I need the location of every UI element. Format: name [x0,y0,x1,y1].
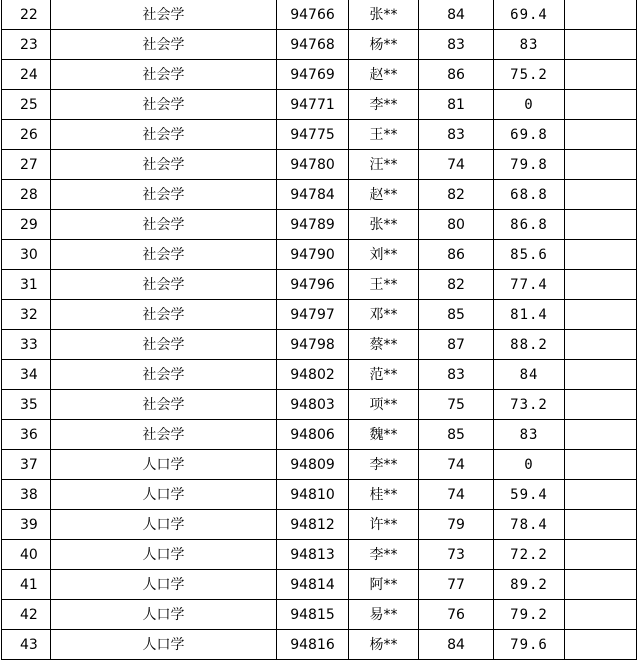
candidate-name-cell: 范** [349,360,419,390]
row-number-cell: 30 [2,240,51,270]
row-number-cell: 41 [2,570,51,600]
major-cell: 社会学 [51,270,277,300]
candidate-name-cell: 王** [349,120,419,150]
score-table [1,0,637,660]
candidate-name-cell: 王** [349,270,419,300]
table-row [2,390,637,420]
major-cell: 人口学 [51,570,277,600]
second-score-cell: 0 [494,450,565,480]
row-number-cell: 25 [2,90,51,120]
score-cell: 84 [419,0,494,30]
second-score-cell: 84 [494,360,565,390]
second-score-cell: 77.4 [494,270,565,300]
score-cell: 79 [419,510,494,540]
score-cell: 83 [419,120,494,150]
second-score-cell: 89.2 [494,570,565,600]
major-cell: 社会学 [51,0,277,30]
row-number-cell: 42 [2,600,51,630]
blank-cell [565,630,637,660]
blank-cell [565,30,637,60]
blank-cell [565,60,637,90]
second-score-cell: 83 [494,30,565,60]
table-row [2,150,637,180]
candidate-name-cell: 桂** [349,480,419,510]
major-cell: 社会学 [51,90,277,120]
candidate-id-cell: 94815 [277,600,349,630]
major-cell: 社会学 [51,150,277,180]
row-number-cell: 31 [2,270,51,300]
second-score-cell: 83 [494,420,565,450]
table-row [2,510,637,540]
blank-cell [565,120,637,150]
candidate-id-cell: 94790 [277,240,349,270]
second-score-cell: 72.2 [494,540,565,570]
second-score-cell: 69.4 [494,0,565,30]
table-row [2,570,637,600]
major-cell: 人口学 [51,450,277,480]
score-cell: 80 [419,210,494,240]
blank-cell [565,390,637,420]
row-number-cell: 39 [2,510,51,540]
candidate-name-cell: 阿** [349,570,419,600]
table-row [2,210,637,240]
second-score-cell: 68.8 [494,180,565,210]
blank-cell [565,450,637,480]
major-cell: 社会学 [51,360,277,390]
major-cell: 社会学 [51,210,277,240]
candidate-id-cell: 94810 [277,480,349,510]
major-cell: 社会学 [51,330,277,360]
row-number-cell: 35 [2,390,51,420]
second-score-cell: 88.2 [494,330,565,360]
blank-cell [565,570,637,600]
candidate-name-cell: 邓** [349,300,419,330]
score-cell: 83 [419,360,494,390]
second-score-cell: 78.4 [494,510,565,540]
row-number-cell: 32 [2,300,51,330]
score-cell: 77 [419,570,494,600]
candidate-name-cell: 李** [349,450,419,480]
candidate-name-cell: 杨** [349,30,419,60]
score-cell: 84 [419,630,494,660]
major-cell: 社会学 [51,180,277,210]
table-row [2,540,637,570]
row-number-cell: 37 [2,450,51,480]
major-cell: 人口学 [51,600,277,630]
table-row [2,240,637,270]
candidate-id-cell: 94802 [277,360,349,390]
candidate-name-cell: 魏** [349,420,419,450]
table-row [2,0,637,30]
candidate-name-cell: 张** [349,0,419,30]
score-cell: 73 [419,540,494,570]
candidate-name-cell: 赵** [349,60,419,90]
second-score-cell: 85.6 [494,240,565,270]
blank-cell [565,420,637,450]
score-cell: 74 [419,480,494,510]
second-score-cell: 75.2 [494,60,565,90]
score-table-body [2,0,637,660]
table-row [2,120,637,150]
candidate-id-cell: 94766 [277,0,349,30]
blank-cell [565,480,637,510]
candidate-name-cell: 杨** [349,630,419,660]
second-score-cell: 69.8 [494,120,565,150]
table-row [2,480,637,510]
score-cell: 85 [419,300,494,330]
major-cell: 社会学 [51,390,277,420]
major-cell: 人口学 [51,480,277,510]
table-row [2,630,637,660]
candidate-id-cell: 94797 [277,300,349,330]
candidate-id-cell: 94768 [277,30,349,60]
score-cell: 86 [419,240,494,270]
score-cell: 85 [419,420,494,450]
candidate-id-cell: 94796 [277,270,349,300]
candidate-name-cell: 许** [349,510,419,540]
second-score-cell: 73.2 [494,390,565,420]
score-cell: 81 [419,90,494,120]
score-cell: 82 [419,180,494,210]
candidate-id-cell: 94806 [277,420,349,450]
row-number-cell: 33 [2,330,51,360]
second-score-cell: 79.6 [494,630,565,660]
table-row [2,90,637,120]
row-number-cell: 22 [2,0,51,30]
blank-cell [565,510,637,540]
table-row [2,180,637,210]
score-cell: 75 [419,390,494,420]
table-row [2,600,637,630]
blank-cell [565,360,637,390]
candidate-id-cell: 94769 [277,60,349,90]
blank-cell [565,150,637,180]
score-cell: 83 [419,30,494,60]
blank-cell [565,270,637,300]
row-number-cell: 24 [2,60,51,90]
candidate-id-cell: 94814 [277,570,349,600]
table-row [2,300,637,330]
row-number-cell: 29 [2,210,51,240]
row-number-cell: 27 [2,150,51,180]
table-row [2,330,637,360]
score-cell: 74 [419,150,494,180]
table-row [2,420,637,450]
row-number-cell: 38 [2,480,51,510]
row-number-cell: 36 [2,420,51,450]
major-cell: 社会学 [51,420,277,450]
blank-cell [565,330,637,360]
candidate-id-cell: 94803 [277,390,349,420]
major-cell: 社会学 [51,30,277,60]
candidate-name-cell: 刘** [349,240,419,270]
table-row [2,360,637,390]
candidate-name-cell: 易** [349,600,419,630]
candidate-id-cell: 94813 [277,540,349,570]
blank-cell [565,180,637,210]
candidate-name-cell: 汪** [349,150,419,180]
candidate-name-cell: 李** [349,90,419,120]
candidate-id-cell: 94816 [277,630,349,660]
second-score-cell: 79.2 [494,600,565,630]
major-cell: 社会学 [51,300,277,330]
candidate-id-cell: 94771 [277,90,349,120]
major-cell: 社会学 [51,60,277,90]
major-cell: 社会学 [51,240,277,270]
candidate-name-cell: 赵** [349,180,419,210]
row-number-cell: 34 [2,360,51,390]
second-score-cell: 0 [494,90,565,120]
candidate-id-cell: 94798 [277,330,349,360]
row-number-cell: 26 [2,120,51,150]
blank-cell [565,540,637,570]
second-score-cell: 86.8 [494,210,565,240]
major-cell: 人口学 [51,540,277,570]
major-cell: 社会学 [51,120,277,150]
score-cell: 74 [419,450,494,480]
score-cell: 87 [419,330,494,360]
candidate-name-cell: 蔡** [349,330,419,360]
blank-cell [565,0,637,30]
candidate-id-cell: 94809 [277,450,349,480]
candidate-name-cell: 项** [349,390,419,420]
candidate-id-cell: 94789 [277,210,349,240]
score-cell: 76 [419,600,494,630]
candidate-id-cell: 94775 [277,120,349,150]
table-row [2,450,637,480]
score-cell: 86 [419,60,494,90]
row-number-cell: 43 [2,630,51,660]
row-number-cell: 28 [2,180,51,210]
blank-cell [565,300,637,330]
major-cell: 人口学 [51,630,277,660]
candidate-id-cell: 94812 [277,510,349,540]
row-number-cell: 23 [2,30,51,60]
blank-cell [565,90,637,120]
table-row [2,270,637,300]
row-number-cell: 40 [2,540,51,570]
candidate-id-cell: 94780 [277,150,349,180]
candidate-name-cell: 张** [349,210,419,240]
major-cell: 人口学 [51,510,277,540]
score-cell: 82 [419,270,494,300]
candidate-name-cell: 李** [349,540,419,570]
second-score-cell: 79.8 [494,150,565,180]
second-score-cell: 59.4 [494,480,565,510]
blank-cell [565,210,637,240]
blank-cell [565,240,637,270]
table-row [2,30,637,60]
blank-cell [565,600,637,630]
table-row [2,60,637,90]
candidate-id-cell: 94784 [277,180,349,210]
second-score-cell: 81.4 [494,300,565,330]
